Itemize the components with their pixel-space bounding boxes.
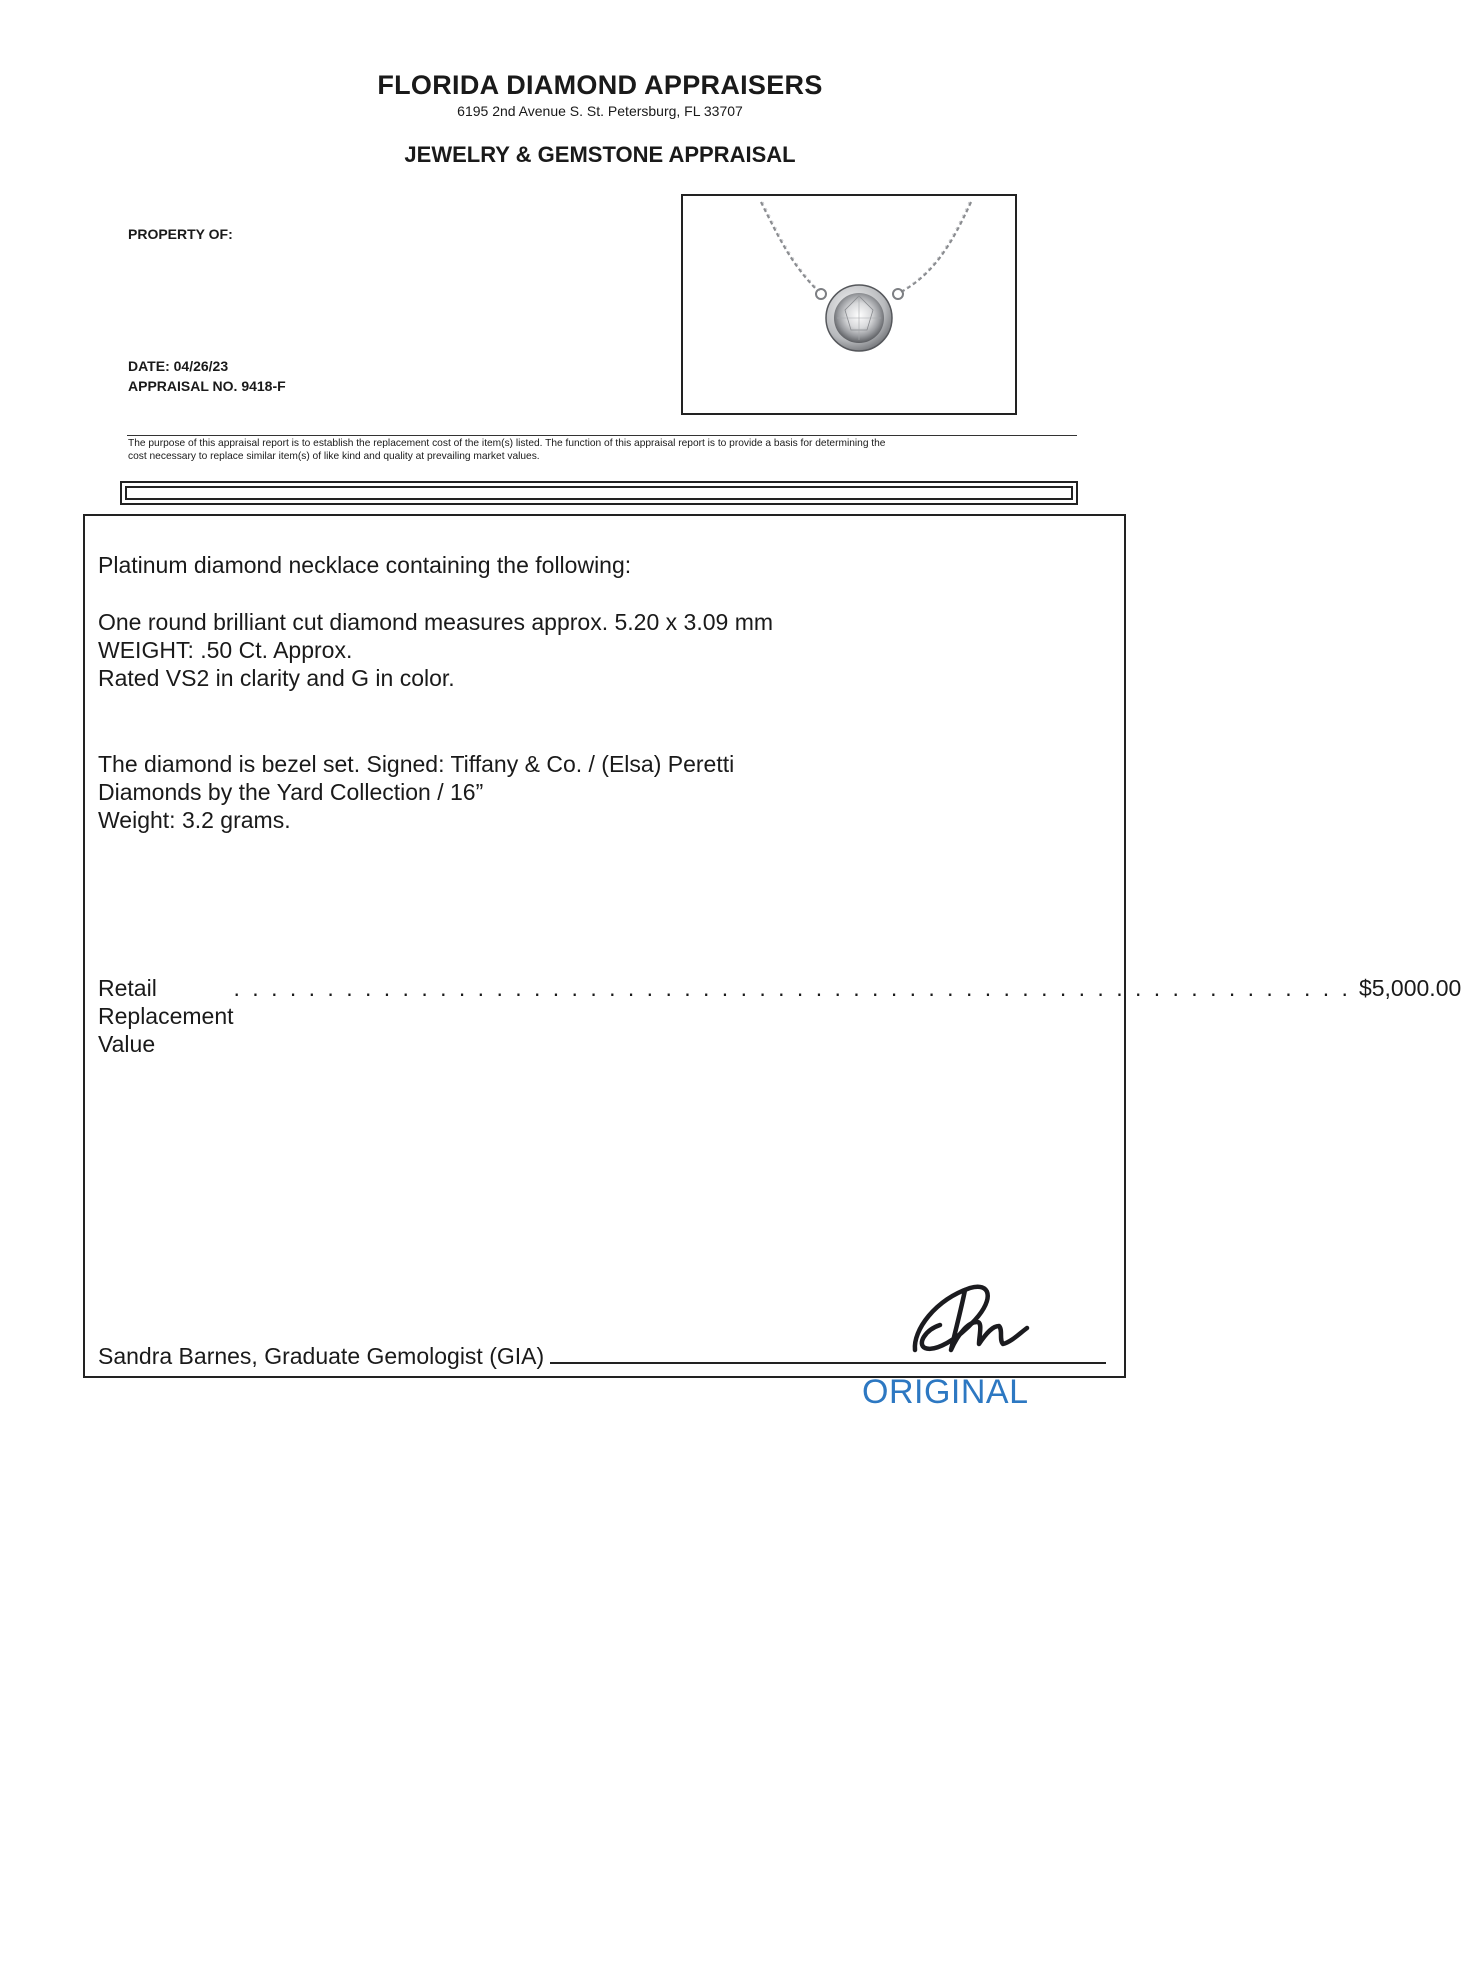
necklace-image [683, 196, 1015, 413]
diamond-rating: Rated VS2 in clarity and G in color. [98, 665, 455, 691]
gram-weight: Weight: 3.2 grams. [98, 807, 291, 833]
date-field [128, 358, 228, 374]
company-name: FLORIDA DIAMOND APPRAISERS [377, 70, 823, 100]
appraisal-number-field [128, 378, 286, 394]
handwritten-signature [895, 1270, 1055, 1370]
date-label: DATE: [128, 358, 170, 374]
original-stamp: ORIGINAL [862, 1373, 1029, 1411]
document-title: JEWELRY & GEMSTONE APPRAISAL [404, 142, 796, 167]
purpose-line-1: The purpose of this appraisal report is to establish the replacement cost of the item(s) listed. The function of this appraisal report is to provide a basis for determining the [128, 438, 886, 449]
appraisal-number-label: APPRAISAL NO. [128, 378, 238, 394]
diamond-specs [98, 608, 773, 692]
retail-value-label: Retail Replacement Value [98, 975, 234, 1057]
purpose-divider [127, 435, 1077, 436]
appraiser-name: Sandra Barnes, Graduate Gemologist (GIA) [98, 1343, 545, 1369]
diamond-measurement: One round brilliant cut diamond measures approx. 5.20 x 3.09 mm [98, 609, 774, 635]
collection-name: Diamonds by the Yard Collection / 16” [98, 779, 484, 805]
leader-dots: . . . . . . . . . . . . . . . . . . . . . . . . . . . . . . . . . . . . . . . . . . . . . . . . . . . . . . . . . . . . [233, 975, 1351, 1001]
setting-signature: The diamond is bezel set. Signed: Tiffany & Co. / (Elsa) Peretti [98, 751, 735, 777]
property-of-label: PROPERTY OF: [128, 226, 233, 242]
purpose-statement [128, 437, 1073, 463]
company-address: 6195 2nd Avenue S. St. Petersburg, FL 33707 [457, 103, 743, 119]
double-rule-bar [120, 481, 1078, 505]
appraisal-number-value: 9418-F [241, 378, 286, 394]
necklace-photo [681, 194, 1017, 415]
setting-details [98, 750, 734, 834]
item-intro: Platinum diamond necklace containing the following: [98, 552, 632, 578]
retail-value-amount: $5,000.00 [1358, 975, 1461, 1001]
date-value: 04/26/23 [173, 358, 229, 374]
purpose-line-2: cost necessary to replace similar item(s) of like kind and quality at prevailing market values. [128, 451, 540, 462]
diamond-weight: WEIGHT: .50 Ct. Approx. [98, 637, 353, 663]
retail-value-row [98, 974, 1461, 1058]
